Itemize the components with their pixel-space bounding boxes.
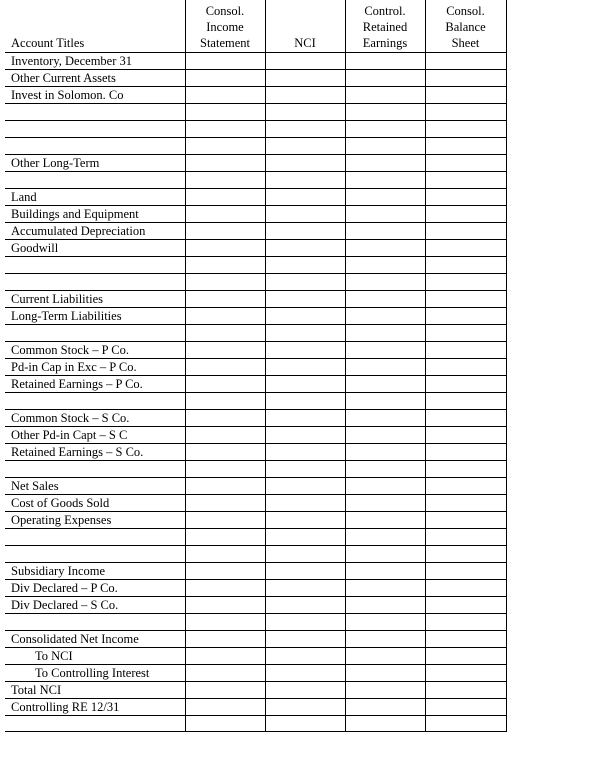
control-re-cell[interactable] (345, 495, 425, 512)
table-row (5, 580, 506, 597)
account-title-cell: Controlling RE 12/31 (5, 699, 185, 716)
table-row (5, 529, 506, 546)
control-re-cell[interactable] (345, 478, 425, 495)
control-re-cell[interactable] (345, 342, 425, 359)
consol-balance-cell[interactable] (425, 223, 506, 240)
table-row (5, 291, 506, 308)
account-title-cell (5, 529, 185, 546)
consol-income-cell[interactable] (185, 529, 265, 546)
account-title-cell (5, 257, 185, 274)
account-title-cell: Retained Earnings – P Co. (5, 376, 185, 393)
control-re-cell[interactable] (345, 716, 425, 732)
consol-balance-cell[interactable] (425, 189, 506, 206)
control-re-cell[interactable] (345, 580, 425, 597)
nci-cell[interactable] (265, 138, 345, 155)
consol-income-cell[interactable] (185, 189, 265, 206)
account-title-cell (5, 393, 185, 410)
table-row (5, 189, 506, 206)
control-re-cell[interactable] (345, 529, 425, 546)
account-title-cell: Net Sales (5, 478, 185, 495)
account-title-cell (5, 614, 185, 631)
nci-cell[interactable] (265, 87, 345, 104)
consol-income-cell[interactable] (185, 53, 265, 70)
table-row (5, 410, 506, 427)
table-row (5, 172, 506, 189)
account-title-cell (5, 172, 185, 189)
nci-cell[interactable] (265, 682, 345, 699)
control-re-cell[interactable] (345, 597, 425, 614)
nci-cell[interactable] (265, 359, 345, 376)
consol-balance-cell[interactable] (425, 359, 506, 376)
consol-balance-cell[interactable] (425, 427, 506, 444)
nci-cell[interactable] (265, 614, 345, 631)
nci-cell[interactable] (265, 257, 345, 274)
nci-cell[interactable] (265, 461, 345, 478)
account-title-cell: Land (5, 189, 185, 206)
control-re-cell[interactable] (345, 240, 425, 257)
header-consol-income-statement: Consol. Income Statement (185, 0, 265, 53)
account-title-cell: Div Declared – P Co. (5, 580, 185, 597)
consol-income-cell[interactable] (185, 495, 265, 512)
account-title-cell: Subsidiary Income (5, 563, 185, 580)
consol-balance-cell[interactable] (425, 614, 506, 631)
nci-cell[interactable] (265, 376, 345, 393)
table-row (5, 223, 506, 240)
nci-cell[interactable] (265, 104, 345, 121)
table-row (5, 648, 506, 665)
table-row (5, 206, 506, 223)
header-nci: NCI (265, 0, 345, 53)
control-re-cell[interactable] (345, 291, 425, 308)
consol-income-cell[interactable] (185, 461, 265, 478)
table-row (5, 325, 506, 342)
consol-balance-cell[interactable] (425, 648, 506, 665)
control-re-cell[interactable] (345, 444, 425, 461)
account-title-cell (5, 461, 185, 478)
consol-income-cell[interactable] (185, 104, 265, 121)
consol-income-cell[interactable] (185, 563, 265, 580)
consol-balance-cell[interactable] (425, 512, 506, 529)
account-title-cell: Common Stock – P Co. (5, 342, 185, 359)
consol-balance-cell[interactable] (425, 70, 506, 87)
consol-balance-cell[interactable] (425, 325, 506, 342)
table-row (5, 665, 506, 682)
consol-balance-cell[interactable] (425, 138, 506, 155)
table-row (5, 495, 506, 512)
control-re-cell[interactable] (345, 461, 425, 478)
account-title-cell: Pd-in Cap in Exc – P Co. (5, 359, 185, 376)
nci-cell[interactable] (265, 240, 345, 257)
consol-balance-cell[interactable] (425, 376, 506, 393)
nci-cell[interactable] (265, 121, 345, 138)
nci-cell[interactable] (265, 495, 345, 512)
consol-balance-cell[interactable] (425, 699, 506, 716)
consol-income-cell[interactable] (185, 206, 265, 223)
consol-income-cell[interactable] (185, 410, 265, 427)
nci-cell[interactable] (265, 189, 345, 206)
table-row (5, 376, 506, 393)
consol-income-cell[interactable] (185, 512, 265, 529)
nci-cell[interactable] (265, 325, 345, 342)
table-row (5, 393, 506, 410)
consol-balance-cell[interactable] (425, 240, 506, 257)
consol-balance-cell[interactable] (425, 580, 506, 597)
control-re-cell[interactable] (345, 121, 425, 138)
consol-balance-cell[interactable] (425, 716, 506, 732)
consol-income-cell[interactable] (185, 342, 265, 359)
control-re-cell[interactable] (345, 410, 425, 427)
nci-cell[interactable] (265, 274, 345, 291)
consol-balance-cell[interactable] (425, 87, 506, 104)
account-title-cell (5, 138, 185, 155)
control-re-cell[interactable] (345, 648, 425, 665)
nci-cell[interactable] (265, 427, 345, 444)
control-re-cell[interactable] (345, 614, 425, 631)
account-title-cell: Goodwill (5, 240, 185, 257)
nci-cell[interactable] (265, 223, 345, 240)
consol-income-cell[interactable] (185, 444, 265, 461)
consol-balance-cell[interactable] (425, 291, 506, 308)
nci-cell[interactable] (265, 631, 345, 648)
consol-income-cell[interactable] (185, 257, 265, 274)
control-re-cell[interactable] (345, 257, 425, 274)
consol-balance-cell[interactable] (425, 104, 506, 121)
control-re-cell[interactable] (345, 682, 425, 699)
nci-cell[interactable] (265, 70, 345, 87)
account-title-cell: To Controlling Interest (5, 665, 185, 682)
consol-balance-cell[interactable] (425, 274, 506, 291)
nci-cell[interactable] (265, 512, 345, 529)
control-re-cell[interactable] (345, 512, 425, 529)
consol-income-cell[interactable] (185, 291, 265, 308)
account-title-cell: Total NCI (5, 682, 185, 699)
consol-income-cell[interactable] (185, 478, 265, 495)
table-row (5, 342, 506, 359)
table-row (5, 699, 506, 716)
consol-income-cell[interactable] (185, 716, 265, 732)
consol-income-cell[interactable] (185, 138, 265, 155)
control-re-cell[interactable] (345, 53, 425, 70)
nci-cell[interactable] (265, 529, 345, 546)
consol-income-cell[interactable] (185, 121, 265, 138)
consol-income-cell[interactable] (185, 274, 265, 291)
control-re-cell[interactable] (345, 631, 425, 648)
consol-balance-cell[interactable] (425, 342, 506, 359)
consol-balance-cell[interactable] (425, 172, 506, 189)
account-title-cell (5, 274, 185, 291)
consol-income-cell[interactable] (185, 325, 265, 342)
consol-income-cell[interactable] (185, 70, 265, 87)
nci-cell[interactable] (265, 53, 345, 70)
consol-balance-cell[interactable] (425, 206, 506, 223)
table-row (5, 597, 506, 614)
consol-income-cell[interactable] (185, 376, 265, 393)
nci-cell[interactable] (265, 580, 345, 597)
control-re-cell[interactable] (345, 308, 425, 325)
table-row (5, 512, 506, 529)
account-title-cell: Other Long-Term (5, 155, 185, 172)
consol-income-cell[interactable] (185, 699, 265, 716)
header-consol-balance-sheet: Consol. Balance Sheet (425, 0, 506, 53)
consol-balance-cell[interactable] (425, 257, 506, 274)
nci-cell[interactable] (265, 308, 345, 325)
consol-income-cell[interactable] (185, 223, 265, 240)
control-re-cell[interactable] (345, 274, 425, 291)
account-title-cell: Other Pd-in Capt – S C (5, 427, 185, 444)
table-row (5, 53, 506, 70)
consol-income-cell[interactable] (185, 648, 265, 665)
account-title-cell: Long-Term Liabilities (5, 308, 185, 325)
control-re-cell[interactable] (345, 325, 425, 342)
consol-income-cell[interactable] (185, 546, 265, 563)
header-row (5, 0, 506, 53)
table-row (5, 631, 506, 648)
control-re-cell[interactable] (345, 393, 425, 410)
consol-balance-cell[interactable] (425, 308, 506, 325)
consol-income-cell[interactable] (185, 393, 265, 410)
account-title-cell (5, 121, 185, 138)
table-row (5, 87, 506, 104)
account-title-cell: To NCI (5, 648, 185, 665)
consol-balance-cell[interactable] (425, 461, 506, 478)
control-re-cell[interactable] (345, 155, 425, 172)
nci-cell[interactable] (265, 291, 345, 308)
consol-income-cell[interactable] (185, 665, 265, 682)
table-row (5, 614, 506, 631)
control-re-cell[interactable] (345, 189, 425, 206)
consol-income-cell[interactable] (185, 155, 265, 172)
table-row (5, 257, 506, 274)
control-re-cell[interactable] (345, 699, 425, 716)
consol-income-cell[interactable] (185, 682, 265, 699)
consol-balance-cell[interactable] (425, 393, 506, 410)
table-row (5, 70, 506, 87)
table-row (5, 240, 506, 257)
consol-income-cell[interactable] (185, 580, 265, 597)
consol-income-cell[interactable] (185, 87, 265, 104)
consol-balance-cell[interactable] (425, 631, 506, 648)
table-row (5, 682, 506, 699)
consol-balance-cell[interactable] (425, 563, 506, 580)
account-title-cell (5, 104, 185, 121)
consol-income-cell[interactable] (185, 427, 265, 444)
consol-balance-cell[interactable] (425, 597, 506, 614)
account-title-cell: Accumulated Depreciation (5, 223, 185, 240)
consol-balance-cell[interactable] (425, 665, 506, 682)
nci-cell[interactable] (265, 155, 345, 172)
table-row (5, 104, 506, 121)
header-account-titles: Account Titles (5, 0, 185, 53)
consol-income-cell[interactable] (185, 172, 265, 189)
table-row (5, 546, 506, 563)
nci-cell[interactable] (265, 546, 345, 563)
table-row (5, 444, 506, 461)
table-row (5, 716, 506, 732)
nci-cell[interactable] (265, 393, 345, 410)
table-row (5, 308, 506, 325)
table-row (5, 155, 506, 172)
account-title-cell (5, 325, 185, 342)
consol-balance-cell[interactable] (425, 410, 506, 427)
consol-balance-cell[interactable] (425, 53, 506, 70)
nci-cell[interactable] (265, 172, 345, 189)
control-re-cell[interactable] (345, 172, 425, 189)
account-title-cell: Other Current Assets (5, 70, 185, 87)
table-row (5, 427, 506, 444)
nci-cell[interactable] (265, 648, 345, 665)
table-row (5, 461, 506, 478)
nci-cell[interactable] (265, 597, 345, 614)
nci-cell[interactable] (265, 478, 345, 495)
account-title-cell: Div Declared – S Co. (5, 597, 185, 614)
account-title-cell (5, 716, 185, 732)
consol-income-cell[interactable] (185, 308, 265, 325)
consolidation-worksheet-table (5, 0, 507, 732)
consol-balance-cell[interactable] (425, 121, 506, 138)
consol-balance-cell[interactable] (425, 682, 506, 699)
nci-cell[interactable] (265, 699, 345, 716)
table-row (5, 359, 506, 376)
table-row (5, 563, 506, 580)
consol-income-cell[interactable] (185, 597, 265, 614)
control-re-cell[interactable] (345, 665, 425, 682)
control-re-cell[interactable] (345, 223, 425, 240)
table-row (5, 121, 506, 138)
consol-balance-cell[interactable] (425, 495, 506, 512)
nci-cell[interactable] (265, 716, 345, 732)
account-title-cell: Retained Earnings – S Co. (5, 444, 185, 461)
control-re-cell[interactable] (345, 206, 425, 223)
consol-income-cell[interactable] (185, 359, 265, 376)
account-title-cell (5, 546, 185, 563)
control-re-cell[interactable] (345, 563, 425, 580)
control-re-cell[interactable] (345, 104, 425, 121)
consol-income-cell[interactable] (185, 240, 265, 257)
control-re-cell[interactable] (345, 87, 425, 104)
consol-balance-cell[interactable] (425, 529, 506, 546)
consol-balance-cell[interactable] (425, 155, 506, 172)
nci-cell[interactable] (265, 342, 345, 359)
account-title-cell: Consolidated Net Income (5, 631, 185, 648)
account-title-cell: Operating Expenses (5, 512, 185, 529)
control-re-cell[interactable] (345, 546, 425, 563)
control-re-cell[interactable] (345, 70, 425, 87)
control-re-cell[interactable] (345, 138, 425, 155)
consol-balance-cell[interactable] (425, 546, 506, 563)
control-re-cell[interactable] (345, 359, 425, 376)
table-row (5, 274, 506, 291)
nci-cell[interactable] (265, 444, 345, 461)
account-title-cell: Common Stock – S Co. (5, 410, 185, 427)
nci-cell[interactable] (265, 410, 345, 427)
account-title-cell: Cost of Goods Sold (5, 495, 185, 512)
nci-cell[interactable] (265, 665, 345, 682)
consol-income-cell[interactable] (185, 614, 265, 631)
nci-cell[interactable] (265, 563, 345, 580)
header-control-retained-earnings: Control. Retained Earnings (345, 0, 425, 53)
account-title-cell: Buildings and Equipment (5, 206, 185, 223)
nci-cell[interactable] (265, 206, 345, 223)
consol-balance-cell[interactable] (425, 444, 506, 461)
account-title-cell: Current Liabilities (5, 291, 185, 308)
table-row (5, 478, 506, 495)
consol-balance-cell[interactable] (425, 478, 506, 495)
table-row (5, 138, 506, 155)
account-title-cell: Inventory, December 31 (5, 53, 185, 70)
control-re-cell[interactable] (345, 427, 425, 444)
control-re-cell[interactable] (345, 376, 425, 393)
consol-income-cell[interactable] (185, 631, 265, 648)
account-title-cell: Invest in Solomon. Co (5, 87, 185, 104)
